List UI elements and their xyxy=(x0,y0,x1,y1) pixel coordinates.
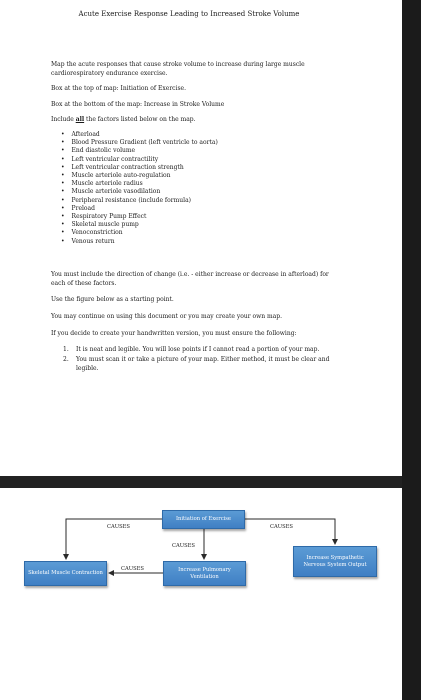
list-item: • Left ventricular contractility xyxy=(61,156,218,164)
box-top-instruction: Box at the top of map: Initiation of Exercise. xyxy=(51,85,187,92)
list-item: • Muscle arteriole auto-regulation xyxy=(61,172,218,180)
list-item: • Preload xyxy=(61,205,218,213)
list-item: • End diastolic volume xyxy=(61,147,218,155)
skeletal-muscle-contraction-box: Skeletal Muscle Contraction xyxy=(24,561,107,586)
requirement-text: You must scan it or take a picture of your map. Either method, it must be clear and legible. xyxy=(76,356,330,372)
list-item: • Afterload xyxy=(61,131,218,139)
box-bottom-instruction: Box at the bottom of the map: Increase in Stroke Volume xyxy=(51,101,225,108)
include-instruction xyxy=(51,115,341,124)
figure-note: Use the figure below as a starting point. xyxy=(51,296,174,303)
requirements-list xyxy=(63,345,341,374)
causes-label: CAUSES xyxy=(107,524,130,530)
include-emphasis: all xyxy=(75,116,85,123)
causes-label: CAUSES xyxy=(172,543,195,549)
document-title: Acute Exercise Response Leading to Increased Stroke Volume xyxy=(78,10,300,18)
list-item xyxy=(63,355,341,373)
sympathetic-output-box: Increase Sympathetic Nervous System Output xyxy=(293,546,377,577)
continue-note: You may continue on using this document or you may create your own map. xyxy=(51,313,283,320)
list-item: • Skeletal muscle pump xyxy=(61,221,218,229)
factor-list xyxy=(61,131,218,246)
direction-note: You must include the direction of change (i.e. - either increase or decrease in afterload) for each of these factors. xyxy=(51,271,329,287)
list-item: • Blood Pressure Gradient (left ventricle to aorta) xyxy=(61,139,218,147)
handwritten-note: If you decide to create your handwritten version, you must ensure the following: xyxy=(51,330,297,337)
scrollbar[interactable] xyxy=(402,0,421,700)
causes-label: CAUSES xyxy=(270,524,293,530)
page-break-band xyxy=(0,476,402,488)
list-item: • Muscle arteriole vasodilation xyxy=(61,188,218,196)
requirement-text: It is neat and legible. You will lose points if I cannot read a portion of your map. xyxy=(76,346,320,353)
list-item: • Left ventricular contraction strength xyxy=(61,164,218,172)
arrow-to-sympathetic xyxy=(245,519,335,544)
list-item: • Respiratory Pump Effect xyxy=(61,213,218,221)
list-item: • Venous return xyxy=(61,238,218,246)
list-number: 2. xyxy=(63,356,69,363)
list-item: • Muscle arteriole radius xyxy=(61,180,218,188)
pulmonary-ventilation-box: Increase Pulmonary Ventilation xyxy=(163,561,246,586)
intro-paragraph: Map the acute responses that cause stroke volume to increase during large muscle cardiorespiratory endurance exercise. xyxy=(51,61,305,77)
list-item: • Venoconstriction xyxy=(61,229,218,237)
list-item: • Peripheral resistance (include formula) xyxy=(61,197,218,205)
list-item xyxy=(63,345,341,354)
include-prefix: Include xyxy=(51,116,76,123)
causes-label: CAUSES xyxy=(121,566,144,572)
list-number: 1. xyxy=(63,346,69,353)
include-suffix: the factors listed below on the map. xyxy=(84,116,196,123)
initiation-of-exercise-box: Initiation of Exercise xyxy=(162,510,245,529)
